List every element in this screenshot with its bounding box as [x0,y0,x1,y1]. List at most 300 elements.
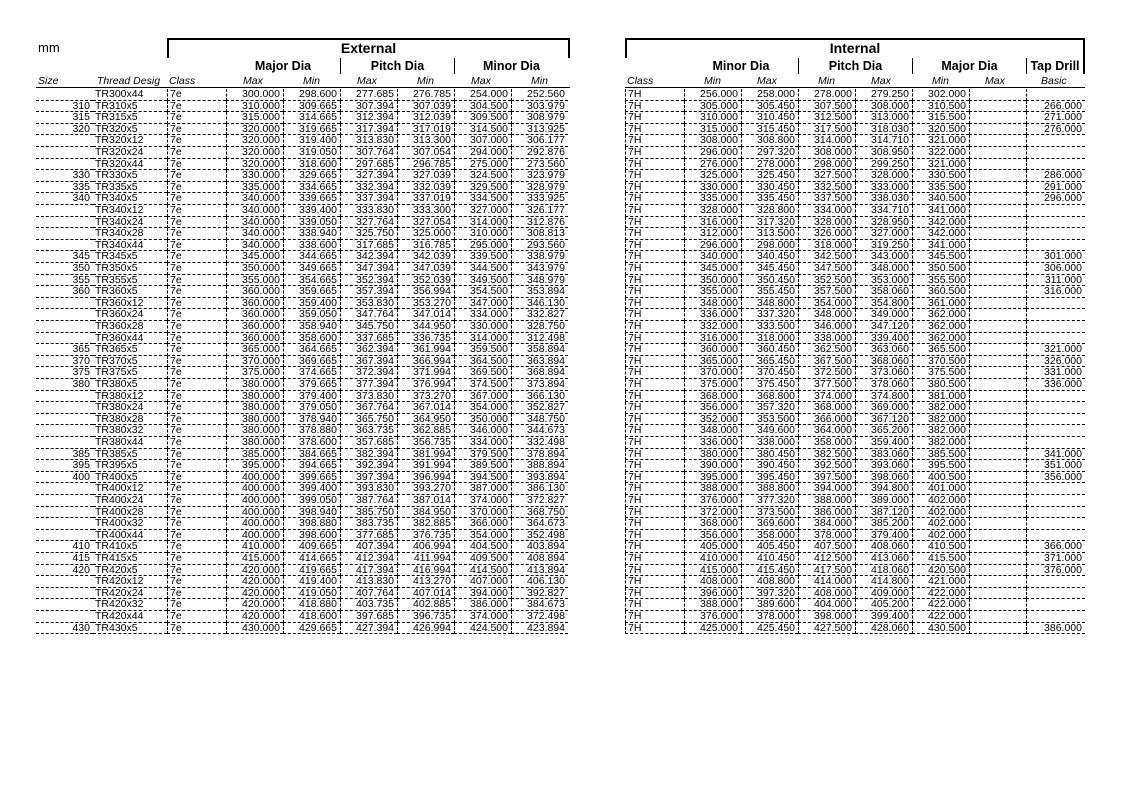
ext-pitch-min-cell: 347.014 [397,309,454,321]
tap-drill-basic-cell [1026,588,1085,600]
unit-label: mm [38,40,60,55]
ext-pitch-max-cell: 347.394 [340,263,397,275]
ext-pitch-max-cell: 393.830 [340,483,397,495]
int-minor-max-cell: 368.800 [741,391,798,403]
int-minor-min-cell: 425.000 [684,623,741,635]
table-row [0,588,1124,600]
int-minor-min-cell: 376.000 [684,495,741,507]
int-minor-min-cell: 410.000 [684,553,741,565]
ext-class-cell: 7e [167,124,226,136]
ext-major-max-cell: 370.000 [226,356,283,368]
int-major-max-cell [969,251,1026,263]
tap-drill-basic-cell: 366.000 [1026,541,1085,553]
thread-designation-cell: TR360x44 [93,333,167,345]
int-pitch-min-cell: 412.500 [798,553,855,565]
ext-pitch-min-cell: 393.270 [397,483,454,495]
ext-major-min-cell: 309.665 [283,101,340,113]
ext-minor-min-cell: 252.560 [511,89,568,101]
int-minor-min-cell: 375.000 [684,379,741,391]
thread-designation-cell: TR415x5 [93,553,167,565]
table-row [0,599,1124,611]
int-pitch-min-cell: 384.000 [798,518,855,530]
tap-drill-basic-cell [1026,321,1085,333]
int-class-cell: 7H [625,518,684,530]
ext-minor-max-cell: 334.000 [454,309,511,321]
ext-major-min-cell: 344.665 [283,251,340,263]
ext-major-max-cell: 400.000 [226,495,283,507]
int-class-cell: 7H [625,367,684,379]
ext-major-min-cell: 364.665 [283,344,340,356]
thread-designation-cell: TR320x12 [93,135,167,147]
int-major-min-cell: 361.000 [912,298,969,310]
int-minor-max-cell: 349.600 [741,425,798,437]
thread-designation-cell: TR400x44 [93,530,167,542]
ext-major-max-cell: 375.000 [226,367,283,379]
int-minor-min-cell: 316.000 [684,333,741,345]
ext-pitch-min-cell: 342.039 [397,251,454,263]
int-major-max-cell [969,147,1026,159]
ext-pitch-max-cell: 383.735 [340,518,397,530]
int-minor-min-cell: 370.000 [684,367,741,379]
ext-pitch-max-cell: 313.830 [340,135,397,147]
ext-major-min-cell: 339.400 [283,205,340,217]
ext-pitch-min-cell: 325.000 [397,228,454,240]
int-minor-min-cell: 380.000 [684,449,741,461]
ext-pitch-min-cell: 356.994 [397,286,454,298]
ext-minor-min-header: Min [531,75,548,87]
int-major-min-cell: 345.500 [912,251,969,263]
int-class-cell: 7H [625,541,684,553]
int-class-cell: 7H [625,483,684,495]
ext-minor-max-cell: 254.000 [454,89,511,101]
int-pitch-max-cell: 368.060 [855,356,912,368]
int-major-max-cell [969,402,1026,414]
int-class-cell: 7H [625,437,684,449]
ext-minor-min-cell: 332.498 [511,437,568,449]
tap-drill-basic-cell [1026,507,1085,519]
ext-minor-min-cell: 312.498 [511,333,568,345]
tap-drill-basic-cell [1026,576,1085,588]
tap-drill-basic-cell [1026,402,1085,414]
ext-minor-max-cell: 354.000 [454,530,511,542]
ext-pitch-min-cell: 336.735 [397,333,454,345]
int-major-min-cell: 375.500 [912,367,969,379]
int-minor-max-header: Max [757,75,777,87]
int-major-max-cell [969,541,1026,553]
int-minor-max-cell: 305.450 [741,101,798,113]
ext-pitch-min-cell: 327.039 [397,170,454,182]
int-minor-max-cell: 410.450 [741,553,798,565]
table-row [0,263,1124,275]
thread-designation-cell: TR380x28 [93,414,167,426]
int-class-cell: 7H [625,460,684,472]
int-pitch-max-cell: 353.000 [855,275,912,287]
int-minor-max-cell: 377.320 [741,495,798,507]
int-major-min-cell: 350.500 [912,263,969,275]
int-class-cell: 7H [625,391,684,403]
size-cell [36,205,93,217]
int-class-cell: 7H [625,251,684,263]
ext-minor-max-cell: 424.500 [454,623,511,635]
ext-major-max-cell: 420.000 [226,565,283,577]
ext-minor-max-cell: 330.000 [454,321,511,333]
int-class-cell: 7H [625,599,684,611]
int-major-min-cell: 400.500 [912,472,969,484]
int-pitch-max-cell: 379.400 [855,530,912,542]
ext-major-max-cell: 360.000 [226,286,283,298]
ext-pitch-max-cell: 392.394 [340,460,397,472]
int-class-cell: 7H [625,321,684,333]
table-row [0,391,1124,403]
tap-drill-basic-header: Basic [1041,75,1067,87]
tap-drill-basic-cell [1026,495,1085,507]
size-cell [36,240,93,252]
int-pitch-max-cell: 414.800 [855,576,912,588]
ext-class-col-header: Class [169,75,196,87]
thread-designation-cell: TR420x32 [93,599,167,611]
tap-drill-basic-cell [1026,205,1085,217]
size-cell: 330 [36,170,93,182]
tap-drill-basic-cell [1026,333,1085,345]
table-row [0,379,1124,391]
int-minor-min-cell: 332.000 [684,321,741,333]
ext-pitch-dia-header: Pitch Dia [340,58,454,74]
int-minor-max-cell: 378.000 [741,611,798,623]
table-row [0,309,1124,321]
ext-major-min-cell: 358.600 [283,333,340,345]
ext-major-max-cell: 330.000 [226,170,283,182]
int-minor-min-cell: 330.000 [684,182,741,194]
int-pitch-max-cell: 374.800 [855,391,912,403]
size-cell [36,599,93,611]
int-minor-dia-header: Minor Dia [712,59,770,73]
ext-class-cell: 7e [167,402,226,414]
int-class-cell: 7H [625,379,684,391]
thread-designation-cell: TR360x12 [93,298,167,310]
ext-pitch-max-cell: 407.764 [340,588,397,600]
ext-major-min-cell: 378.600 [283,437,340,449]
int-major-max-cell [969,112,1026,124]
int-major-max-cell [969,298,1026,310]
thread-col-header: Thread Desig [97,75,161,87]
ext-class-cell: 7e [167,507,226,519]
ext-minor-min-cell: 292.876 [511,147,568,159]
ext-major-max-cell: 360.000 [226,321,283,333]
table-row [0,611,1124,623]
ext-pitch-min-cell: 367.014 [397,402,454,414]
tap-drill-basic-cell [1026,217,1085,229]
ext-minor-min-cell: 408.894 [511,553,568,565]
ext-pitch-min-cell: 362.885 [397,425,454,437]
table-row [0,553,1124,565]
ext-pitch-min-cell: 307.039 [397,101,454,113]
int-minor-max-cell: 345.450 [741,263,798,275]
int-major-max-cell [969,460,1026,472]
ext-major-min-cell: 399.665 [283,472,340,484]
ext-minor-max-cell: 329.500 [454,182,511,194]
int-pitch-max-cell: 394.800 [855,483,912,495]
thread-designation-cell: TR395x5 [93,460,167,472]
ext-major-min-cell: 374.665 [283,367,340,379]
int-major-min-cell: 382.000 [912,425,969,437]
ext-class-cell: 7e [167,414,226,426]
ext-pitch-max-cell: 277.685 [340,89,397,101]
ext-class-cell: 7e [167,217,226,229]
table-row [0,298,1124,310]
table-row [0,437,1124,449]
ext-major-min-cell: 378.880 [283,425,340,437]
ext-pitch-max-cell: 327.764 [340,217,397,229]
ext-pitch-min-cell: 407.014 [397,588,454,600]
int-major-min-cell: 402.000 [912,530,969,542]
int-pitch-max-cell: 385.200 [855,518,912,530]
int-major-max-cell [969,483,1026,495]
int-major-min-cell: 402.000 [912,507,969,519]
int-class-cell: 7H [625,193,684,205]
ext-pitch-max-cell: 312.394 [340,112,397,124]
ext-pitch-min-cell: 413.270 [397,576,454,588]
thread-designation-cell: TR380x24 [93,402,167,414]
ext-major-max-cell: 410.000 [226,541,283,553]
size-cell [36,507,93,519]
size-cell: 400 [36,472,93,484]
ext-class-cell: 7e [167,228,226,240]
tap-drill-basic-cell: 341.000 [1026,449,1085,461]
int-pitch-max-cell: 378.060 [855,379,912,391]
int-minor-min-cell: 328.000 [684,205,741,217]
ext-pitch-min-cell: 366.994 [397,356,454,368]
table-row [0,333,1124,345]
int-pitch-min-cell: 354.000 [798,298,855,310]
ext-minor-max-cell: 314.000 [454,333,511,345]
ext-minor-max-cell: 294.000 [454,147,511,159]
ext-minor-max-cell: 364.500 [454,356,511,368]
thread-designation-cell: TR340x12 [93,205,167,217]
tap-drill-basic-cell [1026,147,1085,159]
ext-major-min-cell: 398.880 [283,518,340,530]
int-minor-min-cell: 368.000 [684,391,741,403]
tap-drill-basic-cell: 276.000 [1026,124,1085,136]
int-pitch-min-cell: 427.500 [798,623,855,635]
int-minor-min-cell: 390.000 [684,460,741,472]
ext-minor-min-cell: 393.894 [511,472,568,484]
ext-major-max-cell: 400.000 [226,483,283,495]
int-pitch-min-cell: 382.500 [798,449,855,461]
ext-pitch-min-cell: 373.270 [397,391,454,403]
thread-designation-cell: TR320x5 [93,124,167,136]
ext-pitch-max-cell: 397.685 [340,611,397,623]
int-class-cell: 7H [625,553,684,565]
int-pitch-max-cell: 328.000 [855,170,912,182]
int-class-cell: 7H [625,298,684,310]
ext-major-max-cell: 400.000 [226,518,283,530]
int-major-max-cell [969,124,1026,136]
ext-class-cell: 7e [167,530,226,542]
ext-minor-max-cell: 414.500 [454,565,511,577]
ext-minor-max-cell: 327.000 [454,205,511,217]
int-pitch-max-cell: 393.060 [855,460,912,472]
int-class-cell: 7H [625,623,684,635]
ext-pitch-max-cell: 337.685 [340,333,397,345]
ext-pitch-max-cell: 413.830 [340,576,397,588]
tap-drill-basic-cell [1026,240,1085,252]
int-major-dia-header: Major Dia [912,58,1026,74]
int-major-max-cell [969,240,1026,252]
int-major-min-cell: 422.000 [912,611,969,623]
int-major-min-cell: 420.500 [912,565,969,577]
ext-major-min-cell: 418.600 [283,611,340,623]
int-major-min-cell: 341.000 [912,205,969,217]
ext-pitch-min-cell: 371.994 [397,367,454,379]
int-class-cell: 7H [625,588,684,600]
table-row [0,518,1124,530]
ext-minor-max-cell: 366.000 [454,518,511,530]
int-minor-max-cell: 258.000 [741,89,798,101]
tap-drill-basic-cell [1026,391,1085,403]
int-minor-max-cell: 405.450 [741,541,798,553]
table-row [0,565,1124,577]
ext-pitch-max-cell: 397.394 [340,472,397,484]
size-cell: 315 [36,112,93,124]
int-minor-max-cell: 389.600 [741,599,798,611]
ext-major-max-cell: 340.000 [226,217,283,229]
int-minor-min-cell: 325.000 [684,170,741,182]
ext-minor-max-cell: 349.500 [454,275,511,287]
int-major-min-cell: 320.500 [912,124,969,136]
ext-minor-max-cell: 374.500 [454,379,511,391]
int-minor-min-cell: 355.000 [684,286,741,298]
ext-minor-min-cell: 378.894 [511,449,568,461]
int-pitch-min-cell: 334.000 [798,205,855,217]
table-row [0,182,1124,194]
int-major-min-cell: 422.000 [912,599,969,611]
tap-drill-basic-cell: 331.000 [1026,367,1085,379]
int-pitch-max-cell: 418.060 [855,565,912,577]
ext-minor-max-cell: 314.500 [454,124,511,136]
ext-minor-min-cell: 352.827 [511,402,568,414]
ext-pitch-max-cell: 325.750 [340,228,397,240]
tap-drill-basic-cell: 336.000 [1026,379,1085,391]
int-pitch-max-cell: 358.060 [855,286,912,298]
int-pitch-max-cell: 308.000 [855,101,912,113]
ext-minor-min-cell: 364.673 [511,518,568,530]
ext-major-max-cell: 420.000 [226,611,283,623]
ext-pitch-max-cell: 365.750 [340,414,397,426]
ext-class-cell: 7e [167,576,226,588]
int-major-min-cell: 342.000 [912,217,969,229]
int-class-cell: 7H [625,333,684,345]
ext-pitch-max-cell: 385.750 [340,507,397,519]
ext-pitch-max-cell: 412.394 [340,553,397,565]
int-major-max-cell [969,321,1026,333]
ext-major-max-cell: 400.000 [226,472,283,484]
ext-pitch-max-cell: 367.394 [340,356,397,368]
int-minor-max-cell: 365.450 [741,356,798,368]
ext-major-min-cell: 394.665 [283,460,340,472]
int-minor-min-cell: 395.000 [684,472,741,484]
ext-pitch-min-cell: 361.994 [397,344,454,356]
int-class-cell: 7H [625,263,684,275]
ext-major-min-cell: 319.050 [283,147,340,159]
thread-designation-cell: TR340x28 [93,228,167,240]
int-major-min-cell: 382.000 [912,402,969,414]
tap-drill-basic-cell [1026,159,1085,171]
int-major-min-cell: 365.500 [912,344,969,356]
size-cell: 375 [36,367,93,379]
int-major-min-cell: 430.500 [912,623,969,635]
thread-designation-cell: TR320x44 [93,159,167,171]
int-pitch-min-cell: 392.500 [798,460,855,472]
ext-minor-min-cell: 388.894 [511,460,568,472]
ext-minor-min-cell: 338.979 [511,251,568,263]
ext-pitch-min-cell: 347.039 [397,263,454,275]
int-minor-min-cell: 345.000 [684,263,741,275]
thread-designation-cell: TR375x5 [93,367,167,379]
tap-drill-basic-cell: 266.000 [1026,101,1085,113]
size-cell [36,588,93,600]
table-row [0,217,1124,229]
int-class-cell: 7H [625,425,684,437]
ext-minor-min-cell: 346.130 [511,298,568,310]
int-pitch-min-cell: 338.000 [798,333,855,345]
int-pitch-min-cell: 307.500 [798,101,855,113]
int-class-cell: 7H [625,135,684,147]
ext-minor-min-cell: 413.894 [511,565,568,577]
ext-minor-max-cell: 334.000 [454,437,511,449]
int-major-min-cell: 401.000 [912,483,969,495]
int-major-max-cell [969,495,1026,507]
ext-pitch-min-header: Min [417,75,434,87]
int-major-max-cell [969,599,1026,611]
ext-major-max-cell: 340.000 [226,240,283,252]
int-pitch-max-cell: 389.000 [855,495,912,507]
int-minor-min-cell: 360.000 [684,344,741,356]
int-major-min-cell: 341.000 [912,240,969,252]
table-row [0,275,1124,287]
int-class-cell: 7H [625,217,684,229]
int-minor-min-cell: 305.000 [684,101,741,113]
int-class-cell: 7H [625,147,684,159]
int-pitch-min-cell: 332.500 [798,182,855,194]
ext-major-min-cell: 314.665 [283,112,340,124]
int-minor-max-cell: 350.450 [741,275,798,287]
int-major-min-cell: 335.500 [912,182,969,194]
thread-designation-cell: TR420x12 [93,576,167,588]
table-row [0,402,1124,414]
int-pitch-max-cell: 367.120 [855,414,912,426]
ext-major-max-cell: 360.000 [226,298,283,310]
ext-pitch-max-cell: 337.394 [340,193,397,205]
size-cell [36,228,93,240]
ext-pitch-min-cell: 387.014 [397,495,454,507]
int-class-cell: 7H [625,101,684,113]
int-minor-min-cell: 312.000 [684,228,741,240]
ext-pitch-max-cell: 342.394 [340,251,397,263]
int-minor-max-cell: 370.450 [741,367,798,379]
int-pitch-max-cell: 413.060 [855,553,912,565]
ext-pitch-max-cell: 327.394 [340,170,397,182]
ext-class-cell: 7e [167,205,226,217]
ext-minor-max-cell: 324.500 [454,170,511,182]
tap-drill-basic-cell: 376.000 [1026,565,1085,577]
ext-pitch-max-cell: 367.764 [340,402,397,414]
int-minor-min-cell: 372.000 [684,507,741,519]
ext-major-max-cell: 335.000 [226,182,283,194]
ext-major-max-cell: 400.000 [226,530,283,542]
int-minor-max-cell: 278.000 [741,159,798,171]
int-class-cell: 7H [625,576,684,588]
int-class-cell: 7H [625,565,684,577]
